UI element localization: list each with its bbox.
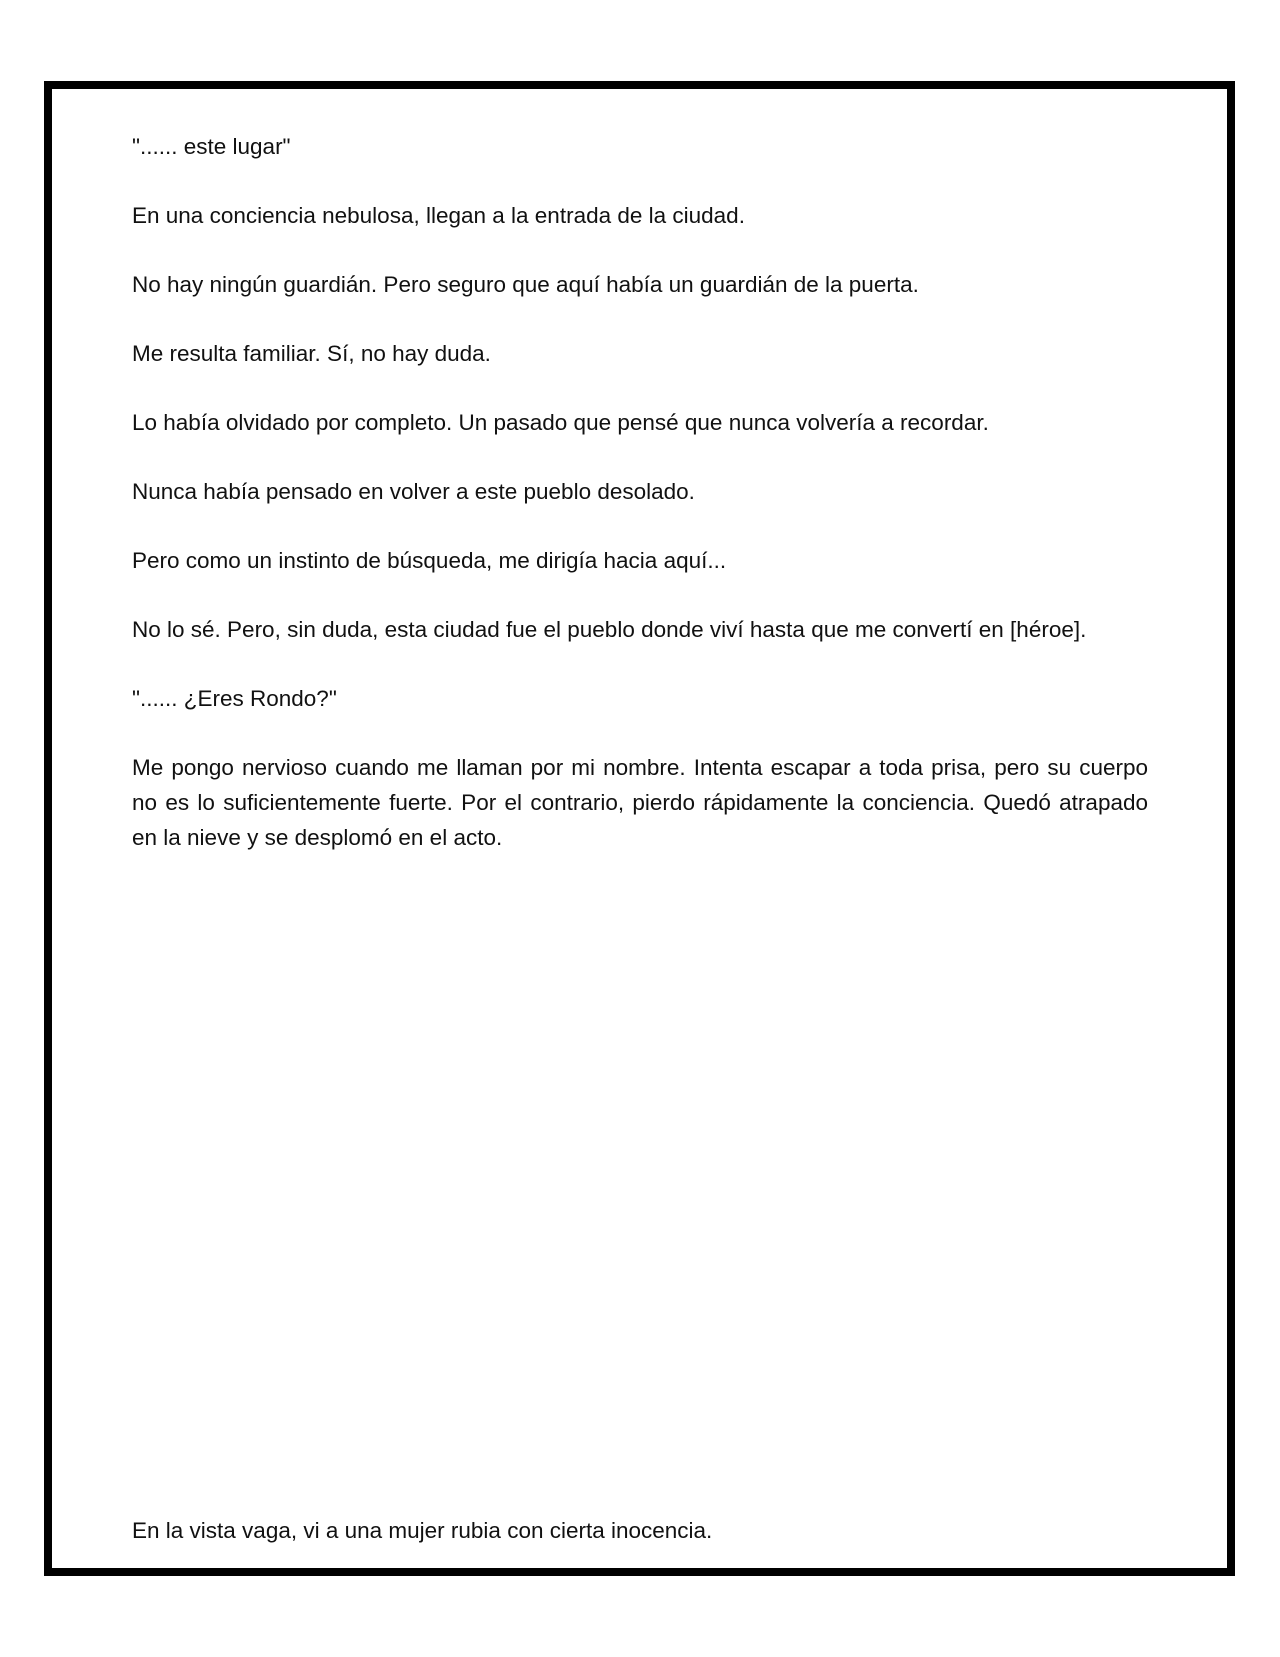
paragraph: Me resulta familiar. Sí, no hay duda.: [132, 341, 491, 366]
paragraph: Pero como un instinto de búsqueda, me dirigía hacia aquí...: [132, 548, 727, 573]
paragraph: Nunca había pensado en volver a este pueblo desolado.: [132, 479, 695, 504]
paragraph: "...... este lugar": [132, 134, 291, 159]
text-body: [132, 129, 1148, 889]
paragraph: No lo sé. Pero, sin duda, esta ciudad fue el pueblo donde viví hasta que me convertí en [héroe].: [132, 617, 1087, 642]
page-frame: [44, 81, 1235, 1576]
paragraph: Me pongo nervioso cuando me llaman por mi nombre. Intenta escapar a toda prisa, pero su cuerpo no es lo suficientemente fuerte. Por el contrario, pierdo rápidamente la conciencia. Quedó atrapado en la nieve y se desplomó en el acto.: [132, 755, 1148, 850]
paragraph: En una conciencia nebulosa, llegan a la entrada de la ciudad.: [132, 203, 745, 228]
paragraph: "...... ¿Eres Rondo?": [132, 686, 337, 711]
paragraph: Lo había olvidado por completo. Un pasado que pensé que nunca volvería a recordar.: [132, 410, 989, 435]
paragraph: No hay ningún guardián. Pero seguro que aquí había un guardián de la puerta.: [132, 272, 919, 297]
bottom-paragraph: En la vista vaga, vi a una mujer rubia con cierta inocencia.: [132, 1518, 713, 1543]
